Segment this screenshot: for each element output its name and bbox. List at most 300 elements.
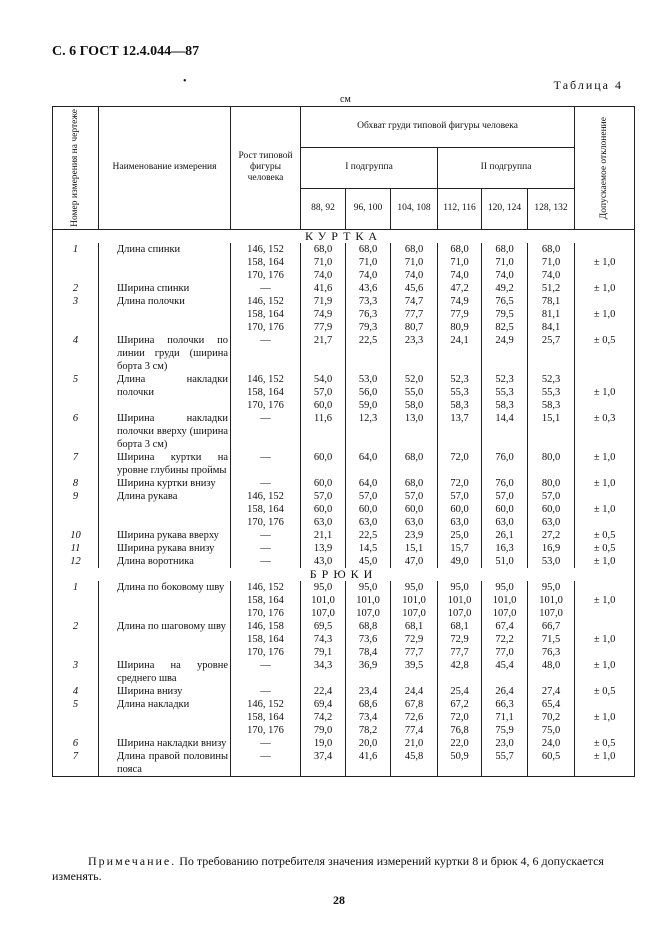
value-cell [391, 698, 438, 737]
value: 101,0 [402, 594, 426, 606]
row-heights [231, 282, 301, 295]
value: 63,0 [541, 516, 561, 528]
value-cell [391, 685, 438, 698]
value: 22,5 [358, 334, 378, 346]
value: 69,5 [313, 620, 333, 632]
value: 95,0 [450, 581, 469, 593]
height-value: — [260, 659, 271, 671]
value: 76,3 [541, 646, 561, 658]
value: 72,0 [450, 477, 469, 489]
value-cell [528, 373, 575, 412]
value: 73,4 [358, 711, 378, 723]
row-heights [231, 620, 301, 659]
value: 74,0 [313, 269, 333, 281]
value-cell [482, 555, 528, 568]
value: 79,0 [313, 724, 333, 736]
value: 73,3 [358, 295, 378, 307]
section-row [53, 568, 635, 581]
value: 72,6 [404, 711, 424, 723]
value-cell [346, 581, 391, 620]
value-cell [301, 490, 346, 529]
value-cell [438, 685, 482, 698]
value: 95,0 [541, 581, 561, 593]
height-value: 158, 164 [247, 633, 284, 645]
value-cell [528, 620, 575, 659]
value: 66,7 [541, 620, 561, 632]
value: 24,4 [404, 685, 424, 697]
row-deviation: ± 1,0 [575, 243, 635, 282]
value: 52,3 [450, 373, 469, 385]
value: 25,0 [450, 529, 469, 541]
value: 63,0 [495, 516, 514, 528]
value: 57,0 [450, 490, 469, 502]
value: 74,0 [495, 269, 514, 281]
table-row [53, 581, 635, 620]
value: 71,5 [541, 633, 561, 645]
value: 74,2 [313, 711, 333, 723]
value: 63,0 [358, 516, 378, 528]
value-cell [482, 412, 528, 451]
value: 27,2 [541, 529, 561, 541]
header-chest: Обхват груди типовой фигуры человека [301, 107, 575, 148]
value-cell [301, 737, 346, 750]
value-cell [482, 529, 528, 542]
table-row [53, 282, 635, 295]
value: 24,1 [450, 334, 469, 346]
row-heights [231, 451, 301, 477]
height-value: 146, 152 [247, 295, 284, 307]
value: 73,6 [358, 633, 378, 645]
table-row [53, 529, 635, 542]
value: 67,2 [450, 698, 469, 710]
value: 68,0 [450, 243, 469, 255]
value: 47,2 [450, 282, 469, 294]
value-cell [482, 373, 528, 412]
value: 107,0 [447, 607, 472, 619]
value: 79,1 [313, 646, 333, 658]
value: 45,4 [495, 659, 514, 671]
value-cell [482, 243, 528, 282]
value: 34,3 [313, 659, 333, 671]
row-heights [231, 243, 301, 282]
value-cell [482, 737, 528, 750]
value: 20,0 [358, 737, 378, 749]
value: 52,3 [495, 373, 514, 385]
value: 74,0 [541, 269, 561, 281]
row-deviation: ± 1,0 [575, 620, 635, 659]
value: 19,0 [313, 737, 333, 749]
value: 55,3 [495, 386, 514, 398]
row-number: 10 [53, 529, 99, 542]
value-cell [438, 698, 482, 737]
value: 101,0 [539, 594, 563, 606]
value-cell [438, 750, 482, 777]
value: 107,0 [402, 607, 426, 619]
value-cell [301, 243, 346, 282]
value: 68,1 [404, 620, 424, 632]
value: 64,0 [358, 451, 378, 463]
row-heights [231, 490, 301, 529]
value: 50,9 [450, 750, 469, 762]
header-col: 104, 108 [391, 188, 438, 229]
value: 71,1 [495, 711, 514, 723]
value: 23,9 [404, 529, 424, 541]
row-heights [231, 659, 301, 685]
height-value: — [260, 542, 271, 554]
value-cell [528, 412, 575, 451]
value-cell [346, 620, 391, 659]
height-value: 146, 152 [247, 490, 284, 502]
value-cell [346, 555, 391, 568]
value: 47,0 [404, 555, 424, 567]
value: 67,8 [404, 698, 424, 710]
table-row [53, 490, 635, 529]
value: 77,7 [404, 646, 424, 658]
value: 55,3 [541, 386, 561, 398]
value: 74,3 [313, 633, 333, 645]
value-cell [346, 750, 391, 777]
height-value: 146, 152 [247, 581, 284, 593]
row-deviation: ± 1,0 [575, 555, 635, 568]
value: 74,7 [404, 295, 424, 307]
value: 15,1 [404, 542, 424, 554]
row-name: Длина рукава [99, 490, 231, 529]
value-cell [528, 750, 575, 777]
value: 101,0 [311, 594, 335, 606]
value: 68,0 [404, 477, 424, 489]
value: 74,0 [358, 269, 378, 281]
row-heights [231, 542, 301, 555]
value: 43,6 [358, 282, 378, 294]
value: 45,0 [358, 555, 378, 567]
value: 71,0 [404, 256, 424, 268]
value: 58,0 [404, 399, 424, 411]
value-cell [346, 737, 391, 750]
height-value: 170, 176 [247, 724, 284, 736]
value: 14,5 [358, 542, 378, 554]
row-deviation: ± 1,0 [575, 581, 635, 620]
value: 67,4 [495, 620, 514, 632]
value-cell [391, 737, 438, 750]
value: 39,5 [404, 659, 424, 671]
value: 68,6 [358, 698, 378, 710]
value-cell [346, 451, 391, 477]
row-deviation: ± 0,5 [575, 542, 635, 555]
value: 101,0 [492, 594, 517, 606]
value-cell [482, 282, 528, 295]
section-row [53, 229, 635, 243]
value-cell [438, 529, 482, 542]
row-heights [231, 750, 301, 777]
height-value: 158, 164 [247, 711, 284, 723]
value: 76,5 [495, 295, 514, 307]
value: 68,0 [313, 243, 333, 255]
height-value: 158, 164 [247, 256, 284, 268]
height-value: 158, 164 [247, 386, 284, 398]
value-cell [346, 542, 391, 555]
value-cell [482, 620, 528, 659]
row-name: Ширина на уровне среднего шва [99, 659, 231, 685]
table-row [53, 737, 635, 750]
value: 22,5 [358, 529, 378, 541]
height-value: 146, 152 [247, 243, 284, 255]
value: 55,0 [404, 386, 424, 398]
value: 64,0 [358, 477, 378, 489]
row-name: Ширина рукава внизу [99, 542, 231, 555]
value: 57,0 [404, 490, 424, 502]
row-name: Длина спинки [99, 243, 231, 282]
row-name: Ширина накладки внизу [99, 737, 231, 750]
value: 74,9 [450, 295, 469, 307]
value: 74,0 [404, 269, 424, 281]
height-value: — [260, 750, 271, 762]
value: 79,3 [358, 321, 378, 333]
height-value: 170, 176 [247, 646, 284, 658]
table-row [53, 659, 635, 685]
value: 107,0 [356, 607, 380, 619]
header-col: 96, 100 [346, 188, 391, 229]
value: 95,0 [495, 581, 514, 593]
row-heights [231, 698, 301, 737]
value: 60,0 [313, 477, 333, 489]
value: 21,7 [313, 334, 333, 346]
header-col: 128, 132 [528, 188, 575, 229]
value: 107,0 [492, 607, 517, 619]
value: 58,3 [495, 399, 514, 411]
row-heights [231, 412, 301, 451]
value: 60,0 [313, 503, 333, 515]
value-cell [301, 750, 346, 777]
value: 60,0 [358, 503, 378, 515]
value: 79,5 [495, 308, 514, 320]
height-value: 170, 176 [247, 607, 284, 619]
row-deviation: ± 1,0 [575, 373, 635, 412]
row-name: Длина правой половины пояса [99, 750, 231, 777]
value-cell [391, 529, 438, 542]
value-cell [528, 659, 575, 685]
value-cell [391, 243, 438, 282]
value-cell [301, 581, 346, 620]
value-cell [346, 334, 391, 373]
row-name: Ширина куртки на уровне глубины проймы [99, 451, 231, 477]
value-cell [346, 282, 391, 295]
value-cell [482, 698, 528, 737]
value: 80,7 [404, 321, 424, 333]
value: 77,7 [450, 646, 469, 658]
value: 77,9 [450, 308, 469, 320]
row-heights [231, 373, 301, 412]
value: 72,0 [450, 451, 469, 463]
value-cell [528, 555, 575, 568]
value: 21,0 [404, 737, 424, 749]
value: 68,1 [450, 620, 469, 632]
row-deviation: ± 1,0 [575, 451, 635, 477]
row-name: Длина накладки полочки [99, 373, 231, 412]
value: 59,0 [358, 399, 378, 411]
value-cell [528, 581, 575, 620]
value: 84,1 [541, 321, 561, 333]
table-row [53, 477, 635, 490]
value-cell [301, 620, 346, 659]
value: 14,4 [495, 412, 514, 424]
table-body [53, 229, 635, 776]
value-cell [482, 750, 528, 777]
value-cell [438, 659, 482, 685]
section-title: БРЮКИ [53, 568, 635, 581]
value-cell [438, 412, 482, 451]
value: 23,0 [495, 737, 514, 749]
row-name: Ширина спинки [99, 282, 231, 295]
value-cell [346, 659, 391, 685]
row-number: 4 [53, 685, 99, 698]
value-cell [391, 451, 438, 477]
row-number: 1 [53, 581, 99, 620]
value: 25,7 [541, 334, 561, 346]
table-row [53, 412, 635, 451]
value: 71,0 [495, 256, 514, 268]
row-number: 7 [53, 451, 99, 477]
value-cell [301, 477, 346, 490]
value: 55,3 [450, 386, 469, 398]
value: 107,0 [539, 607, 563, 619]
table-row [53, 542, 635, 555]
value: 78,2 [358, 724, 378, 736]
value: 76,3 [358, 308, 378, 320]
dot-mark: • [183, 76, 187, 87]
row-heights [231, 685, 301, 698]
value-cell [391, 282, 438, 295]
row-number: 6 [53, 412, 99, 451]
row-deviation: ± 0,3 [575, 412, 635, 451]
height-value: — [260, 477, 271, 489]
row-deviation: ± 1,0 [575, 490, 635, 529]
value: 68,0 [404, 451, 424, 463]
row-deviation: ± 1,0 [575, 295, 635, 334]
row-deviation: ± 1,0 [575, 659, 635, 685]
value: 60,0 [450, 503, 469, 515]
header-height: Рост типовой фигуры человека [231, 107, 301, 230]
value: 51,0 [495, 555, 514, 567]
value: 78,1 [541, 295, 561, 307]
value: 65,4 [541, 698, 561, 710]
value: 23,4 [358, 685, 378, 697]
value-cell [438, 555, 482, 568]
value-cell [438, 490, 482, 529]
value-cell [528, 529, 575, 542]
value-cell [301, 685, 346, 698]
row-number: 12 [53, 555, 99, 568]
table-row [53, 620, 635, 659]
value: 49,0 [450, 555, 469, 567]
value: 80,0 [541, 451, 561, 463]
row-name: Ширина рукава вверху [99, 529, 231, 542]
row-heights [231, 477, 301, 490]
value-cell [482, 659, 528, 685]
header-col: 112, 116 [438, 188, 482, 229]
height-value: — [260, 451, 271, 463]
value: 57,0 [541, 490, 561, 502]
height-value: 158, 164 [247, 308, 284, 320]
value: 70,2 [541, 711, 561, 723]
page-header: С. 6 ГОСТ 12.4.044—87 [52, 44, 200, 59]
table-row [53, 295, 635, 334]
row-name: Ширина полочки по линии груди (ширина борта 3 см) [99, 334, 231, 373]
value-cell [346, 243, 391, 282]
value: 101,0 [447, 594, 472, 606]
height-value: — [260, 685, 271, 697]
value: 24,0 [541, 737, 561, 749]
value: 66,3 [495, 698, 514, 710]
value: 60,5 [541, 750, 561, 762]
value: 58,3 [541, 399, 561, 411]
value-cell [301, 373, 346, 412]
value-cell [438, 737, 482, 750]
value: 77,4 [404, 724, 424, 736]
value: 75,9 [495, 724, 514, 736]
value: 95,0 [313, 581, 333, 593]
measurements-table [52, 106, 635, 777]
value: 80,9 [450, 321, 469, 333]
value-cell [346, 412, 391, 451]
value-cell [482, 477, 528, 490]
value: 16,9 [541, 542, 561, 554]
value-cell [438, 451, 482, 477]
row-heights [231, 529, 301, 542]
value-cell [528, 542, 575, 555]
value-cell [301, 542, 346, 555]
value: 68,0 [495, 243, 514, 255]
value: 72,9 [404, 633, 424, 645]
row-number: 3 [53, 659, 99, 685]
value-cell [301, 412, 346, 451]
height-value: — [260, 282, 271, 294]
value: 45,8 [404, 750, 424, 762]
value-cell [438, 334, 482, 373]
value-cell [301, 282, 346, 295]
value-cell [528, 477, 575, 490]
value: 68,0 [358, 243, 378, 255]
value: 52,3 [541, 373, 561, 385]
height-value: — [260, 334, 271, 346]
value: 23,3 [404, 334, 424, 346]
value: 82,5 [495, 321, 514, 333]
height-value: — [260, 555, 271, 567]
value-cell [528, 737, 575, 750]
value: 25,4 [450, 685, 469, 697]
row-name: Ширина накладки полочки вверху (ширина борта 3 см) [99, 412, 231, 451]
value: 22,4 [313, 685, 333, 697]
value-cell [391, 659, 438, 685]
units-label: см [340, 94, 351, 105]
value: 43,0 [313, 555, 333, 567]
height-value: 158, 164 [247, 594, 284, 606]
value-cell [528, 334, 575, 373]
row-number: 11 [53, 542, 99, 555]
value-cell [438, 477, 482, 490]
table-row [53, 555, 635, 568]
header-name: Наименование измерения [99, 107, 231, 230]
value-cell [482, 451, 528, 477]
value-cell [438, 373, 482, 412]
row-heights [231, 555, 301, 568]
header-num: Номер измерения на чертеже [53, 107, 99, 230]
row-name: Ширина внизу [99, 685, 231, 698]
height-value: 170, 176 [247, 516, 284, 528]
section-title: КУРТКА [53, 229, 635, 243]
value: 80,0 [541, 477, 561, 489]
row-deviation: ± 0,5 [575, 334, 635, 373]
value-cell [346, 698, 391, 737]
